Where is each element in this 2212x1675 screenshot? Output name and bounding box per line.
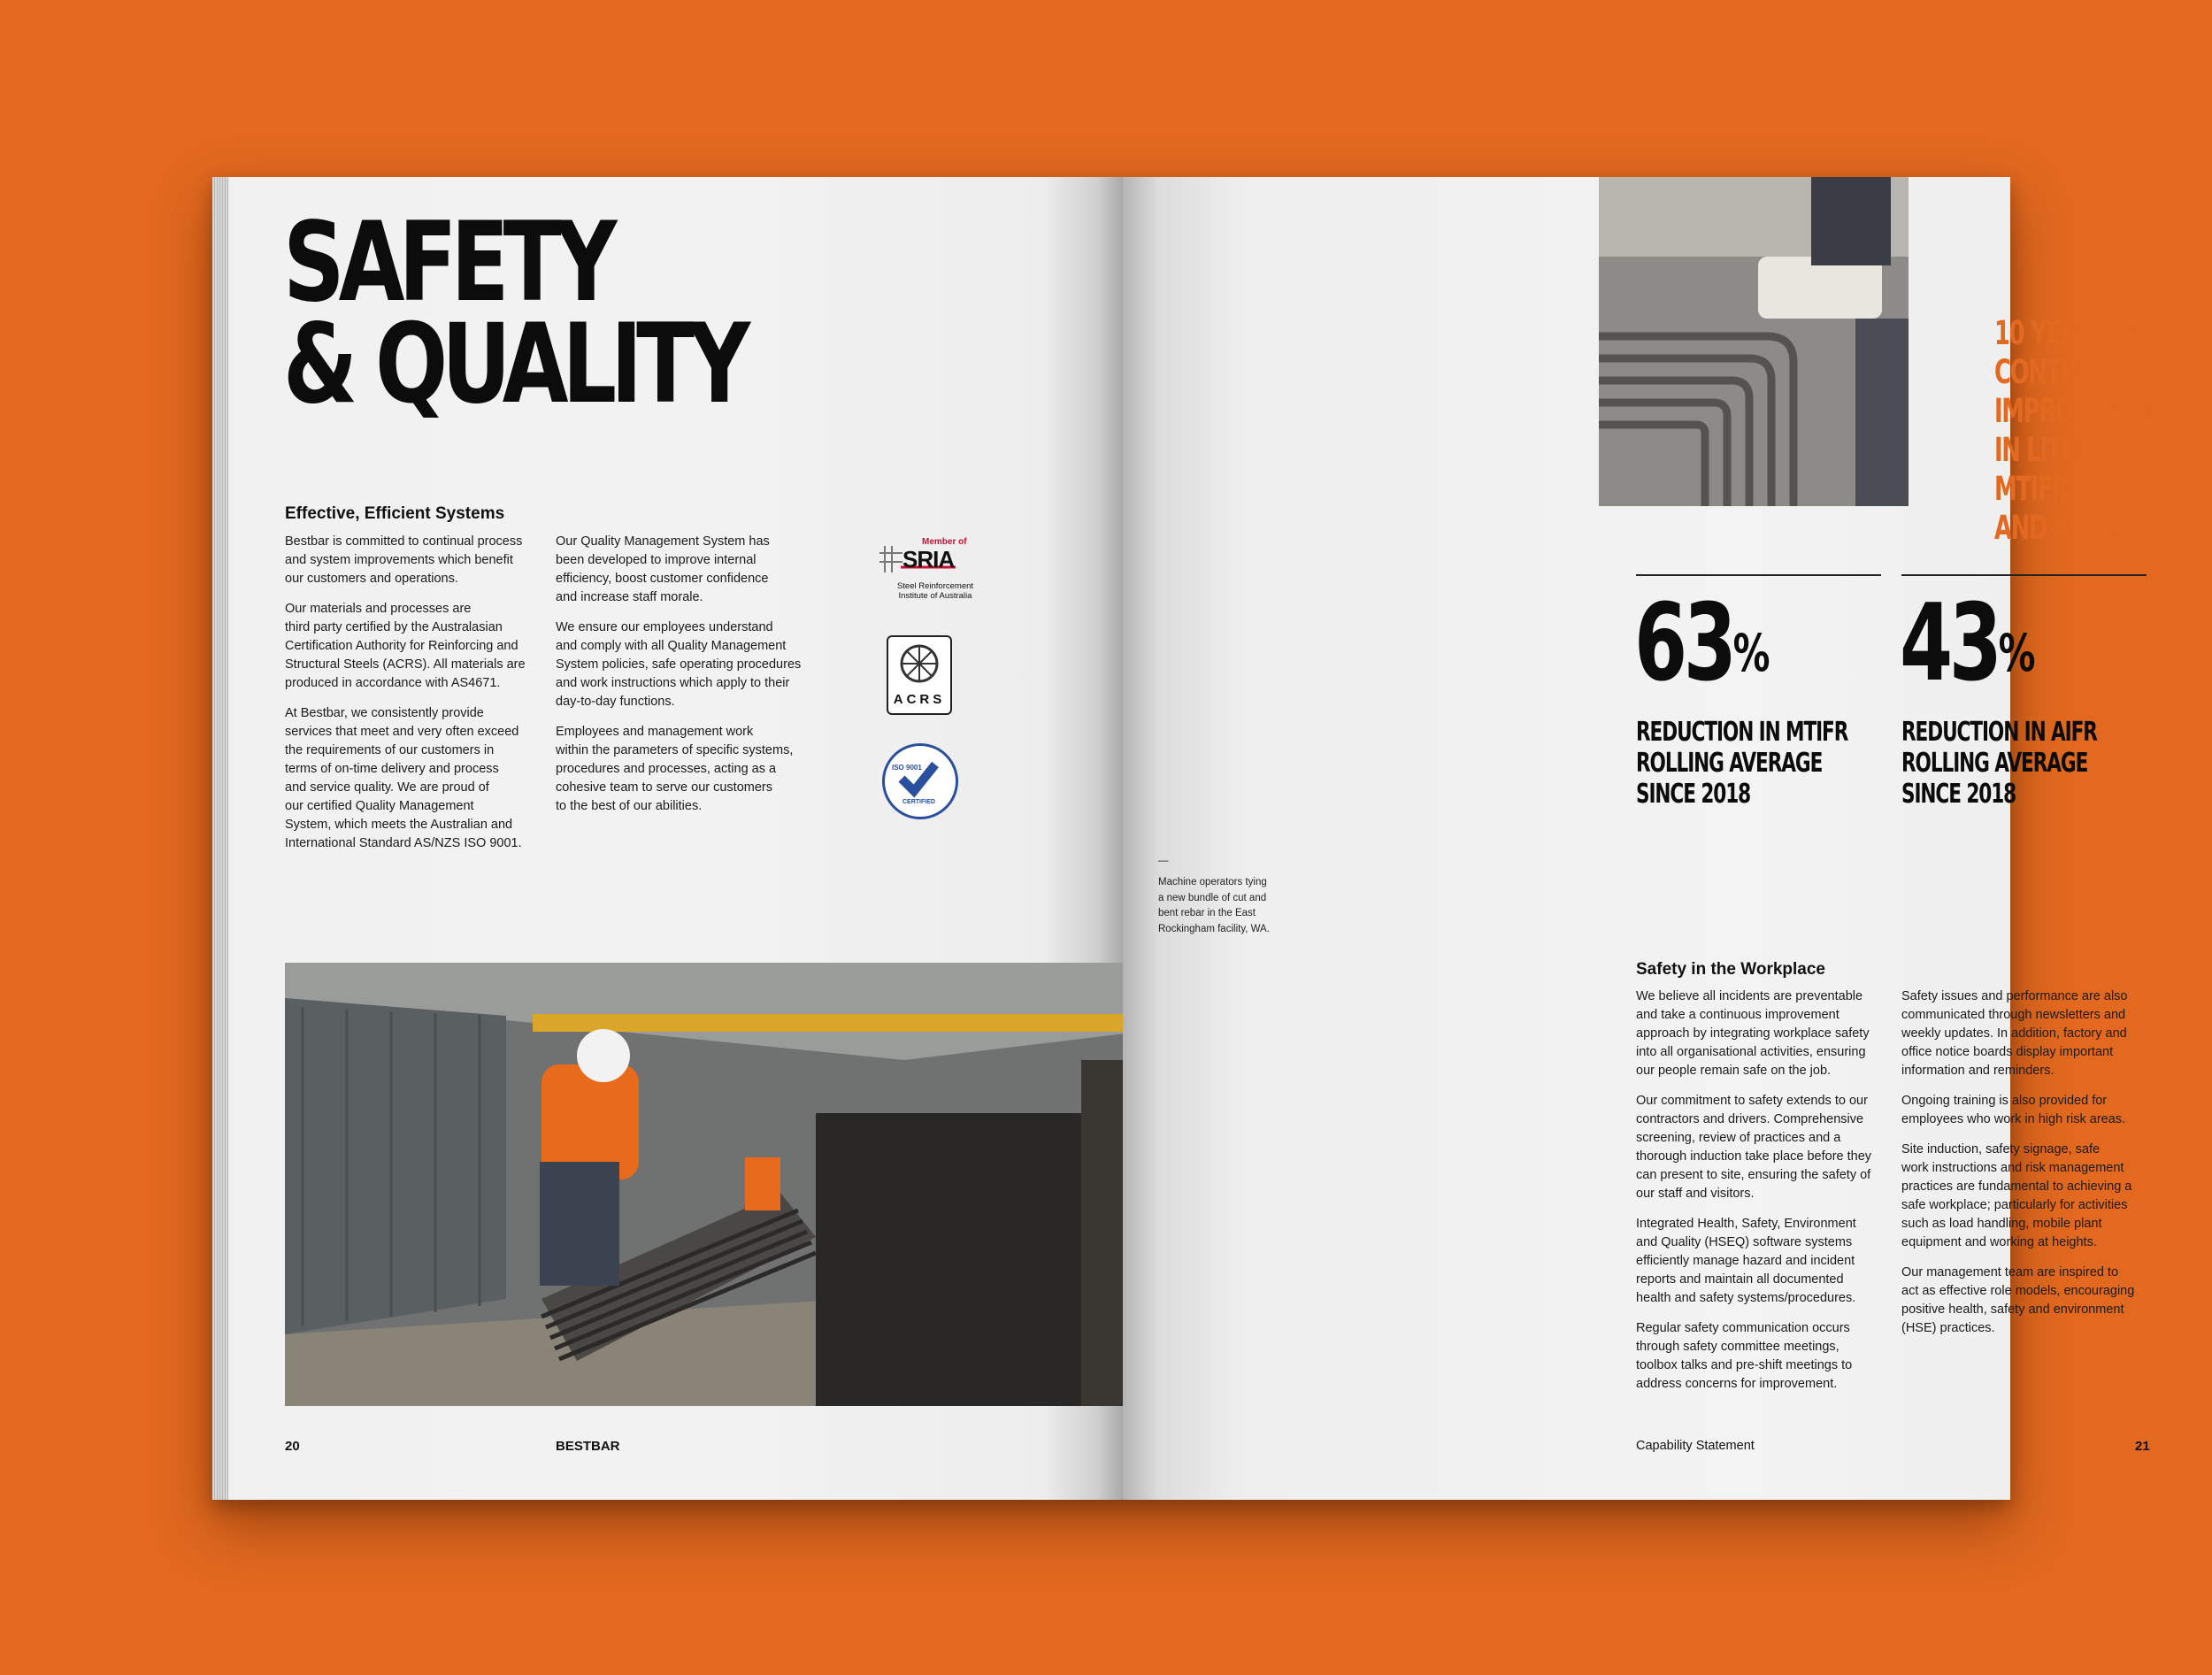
paragraph: Bestbar is committed to continual process and system improvements which benefit our customers and operations. (285, 534, 523, 586)
title-line-2: & QUALITY (283, 301, 745, 428)
improvement-heading: 10 YEARS OF CONTINUOUS IMPROVEMENT IN LITFR, MTIFR, AND AIFR. (1994, 314, 2172, 547)
right-page (1123, 177, 2172, 1500)
footer-brand: BESTBAR (556, 1439, 620, 1454)
iso-certified-logo (882, 743, 958, 819)
stat-rule-2 (1901, 574, 2147, 576)
page-edges (212, 177, 228, 1500)
paragraph: At Bestbar, we consistently provide services that meet and very often exceed the requirements of our customers in terms of on-time delivery and process and service quality. We are proud of our certified Quality Management System, which meets the Australian and International Standard AS/NZS ISO 9001. (285, 706, 522, 850)
paragraph: Site induction, safety signage, safe work instructions and risk management practices are fundamental to achieving a safe workplace; particularly for activities such as load handling, mobile plant equipment and working at heights. (1901, 1142, 2132, 1249)
stat-mtifr-unit: % (1732, 623, 1770, 683)
caption-dash: — (1158, 856, 1169, 866)
stat-aifr-value (1900, 582, 2035, 705)
paragraph: Our management team are inspired to act as effective role models, encouraging positive health, safety and environment (HSE) practices. (1901, 1265, 2135, 1335)
paragraph: Safety issues and performance are also communicated through newsletters and weekly updates. In addition, factory and office notice boards display important information and reminders. (1901, 989, 2128, 1078)
paragraph: Our commitment to safety extends to our contractors and drivers. Comprehensive screening, review of practices and a thorough induction take place before they can present to site, ensuring the safety of our staff and visitors. (1636, 1094, 1872, 1201)
sria-subtitle: Steel Reinforcement Institute of Australia (896, 581, 974, 601)
stat-rule-1 (1636, 574, 1881, 576)
rebar-illustration (1599, 177, 1909, 506)
title-line-1: SAFETY (283, 199, 611, 327)
paragraph: We ensure our employees understand and comply with all Quality Management System policies, safe operating procedures and work instructions which apply to their day-to-day functions. (556, 620, 802, 709)
photo-caption: Machine operators tying a new bundle of cut and bent rebar in the East Rockingham facility, WA. (1158, 877, 1270, 934)
stat-mtifr-number: 63 (1634, 582, 1733, 705)
paragraph: Employees and management work within the parameters of specific systems, procedures and processes, acting as a cohesive team to serve our customers to the best of our abilities. (556, 725, 794, 813)
footer-title: Capability Statement (1636, 1439, 1755, 1453)
stat-aifr-number: 43 (1900, 582, 1999, 705)
right-column-1 (1636, 987, 1901, 1405)
paragraph: Our materials and processes are third party certified by the Australasian Certification Authority for Reinforcing and Structural Steels (ACRS). All materials are produced in accordance with AS4671. (285, 602, 526, 690)
sria-name: SRIA (902, 546, 955, 572)
paragraph: Our Quality Management System has been developed to improve internal efficiency, boost customer confidence and increase staff morale. (556, 534, 770, 604)
rebar-photo (1599, 177, 1909, 506)
left-page (212, 177, 1123, 1500)
page-title (283, 199, 745, 428)
brochure-spread (212, 177, 2172, 1500)
sria-member-label: Member of (922, 537, 967, 547)
acrs-emblem (888, 637, 950, 690)
sria-logo (876, 535, 982, 611)
paragraph: We believe all incidents are preventable and take a continuous improvement approach by integrating workplace safety into all organisational activities, ensuring our people remain safe on the job. (1636, 989, 1870, 1078)
right-column-2 (1901, 987, 2167, 1349)
section-heading-systems: Effective, Efficient Systems (285, 504, 505, 523)
paragraph: Integrated Health, Safety, Environment and Quality (HSEQ) software systems efficiently manage hazard and incident reports and maintain all documented health and safety systems/procedures. (1636, 1217, 1856, 1305)
stat-aifr-label: REDUCTION IN AIFR ROLLING AVERAGE SINCE 2018 (1901, 717, 2097, 810)
iso-certified-label: CERTIFIED (902, 799, 935, 805)
left-column-1 (285, 533, 550, 864)
paragraph: Regular safety communication occurs through safety committee meetings, toolbox talks and pre-shift meetings to address concerns for improvement. (1636, 1321, 1853, 1391)
stat-mtifr-label: REDUCTION IN MTIFR ROLLING AVERAGE SINCE 2018 (1636, 717, 1848, 810)
acrs-label: ACRS (893, 692, 946, 707)
left-column-2 (556, 533, 821, 827)
stat-mtifr-value (1634, 582, 1770, 705)
stat-aifr-unit: % (1998, 623, 2035, 683)
page-number-left: 20 (285, 1439, 300, 1454)
iso-label: ISO 9001 (892, 764, 922, 772)
page-number-right: 21 (2135, 1439, 2150, 1454)
paragraph: Ongoing training is also provided for employees who work in high risk areas. (1901, 1094, 2126, 1126)
acrs-logo (887, 635, 952, 715)
section-heading-safety: Safety in the Workplace (1636, 960, 1825, 979)
